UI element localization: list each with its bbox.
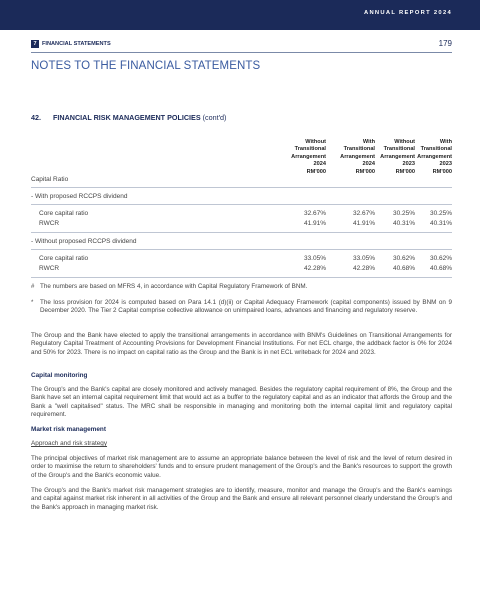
column-header-line: Without [394,139,415,145]
table-cell: 41.91% [352,220,375,227]
approach-strategy-subheading: Approach and risk strategy [31,440,108,447]
column-header-line: Arrangement [417,153,452,160]
note-number: 42. [31,113,41,122]
footnote-text: The numbers are based on MFRS 4, in accordance with Capital Regulatory Framework of BNM. [40,283,308,290]
column-header-year: 2024 [362,161,375,168]
table-cell: 40.31% [392,220,415,227]
table-row-label: Core capital ratio [39,255,89,262]
column-header-line: Arrangement [291,153,326,160]
column-header-unit: RM'000 [432,168,452,175]
column-header-line: Transitional [294,146,326,153]
table-row-label: RWCR [39,265,60,272]
market-risk-heading: Market risk management [31,426,106,433]
footnote-mark: # [31,284,35,290]
table-cell: 30.62% [429,255,452,262]
column-header-line: Transitional [343,146,375,153]
table-cell: 40.31% [429,220,452,227]
table-cell: 30.25% [429,210,452,217]
market-risk-paragraph-1: The principal objectives of market risk management are to assume an appropriate balance between the level of risk and the level of return desired in order to maximise the return to shareholders' funds and to ensure prudent management of the Group's and the Bank's resources to support the growth of the Group's and the Bank's economic value. [31,455,452,479]
table-cell: 33.05% [352,255,375,262]
column-header-year: 2023 [402,161,415,168]
transitional-paragraph: The Group and the Bank have elected to apply the transitional arrangements in accordance with BNM's Guidelines on Transitional Arrangements for Regulatory Capital Treatment of Accounting Provisions for Development Financial Institutions. For net ECL charge, the addback factor is 0% for 2024 and 50% for 2023. There is no impact on capital ratio as the Group and the Bank is in net ECL writeback for 2024 and 2023. [31,332,452,356]
capital-monitoring-paragraph: The Group's and the Bank's capital are closely monitored and actively managed. Besides the regulatory capital requirement of 8%, the Group and the Bank have set an internal capital requirement limit that would act as a buffer to the regulatory capital and as an indicator that affords the Group and the Bank a "well capitalised" status. The MRC shall be responsible in managing and monitoring both the internal capital limit and regulatory capital requirement. [31,386,452,418]
column-header-year: 2024 [313,161,326,168]
table-divider [31,204,452,205]
footnote-asterisk [31,299,452,316]
footnote-text: The loss provision for 2024 is computed based on Para 14.1 (d)(ii) or Capital Adequacy Framework (capital components) issued by BNM on 9 December 2020. The Tier 2 Capital comprise collective allowance on unimpaired loans, advances and financing and regulatory reserve. [40,299,452,315]
column-header-line: With [439,139,452,145]
table-cell: 32.67% [352,210,375,217]
table-cell: 33.05% [303,255,326,262]
market-risk-paragraph-2: The Group's and the Bank's market risk management strategies are to identify, measure, monitor and manage the Group's and the Bank's earnings and capital against market risk inherent in all activities of the Group and the Bank and ensure all relevant personnel clearly understand the Group's and the Bank's approach in managing market risk. [31,487,452,511]
column-header-year: 2023 [439,161,452,168]
table-cell: 30.62% [392,255,415,262]
capital-ratio-label: Capital Ratio [31,176,69,183]
column-header-line: Arrangement [340,153,375,160]
note-heading [31,113,226,122]
header-band [0,0,480,30]
table-row-label: RWCR [39,220,60,227]
table-cell: 42.28% [352,265,375,272]
footnote-hash [31,283,452,291]
group-with-label: - With proposed RCCPS dividend [31,193,128,200]
table-cell: 30.25% [392,210,415,217]
note-continued: (cont'd) [202,113,227,122]
table-cell: 32.67% [303,210,326,217]
table-cell: 41.91% [303,220,326,227]
note-title: FINANCIAL RISK MANAGEMENT POLICIES [53,113,201,122]
table-cell: 42.28% [303,265,326,272]
column-header-line: With [362,139,375,145]
column-header-unit: RM'000 [306,168,326,175]
page-title: NOTES TO THE FINANCIAL STATEMENTS [31,60,261,72]
column-header-line: Transitional [383,146,415,153]
column-header-line: Arrangement [380,153,415,160]
column-header-line: Without [305,139,326,145]
column-header-1 [270,139,326,176]
header-divider [31,52,452,53]
column-header-4 [396,139,452,176]
table-divider [31,249,452,250]
table-divider [31,277,452,278]
table-divider [31,187,452,188]
column-header-unit: RM'000 [355,168,375,175]
group-without-label: - Without proposed RCCPS dividend [31,238,137,245]
footnote-mark: * [31,300,34,306]
table-cell: 40.68% [392,265,415,272]
table-row-label: Core capital ratio [39,210,89,217]
annual-report-label: ANNUAL REPORT 2024 [363,10,452,16]
table-cell: 40.68% [429,265,452,272]
table-divider [31,232,452,233]
capital-monitoring-heading: Capital monitoring [31,372,88,379]
section-header [31,39,452,51]
page-number: 179 [438,39,452,48]
column-header-line: Transitional [420,146,452,153]
section-title: FINANCIAL STATEMENTS [42,41,111,47]
column-header-unit: RM'000 [395,168,415,175]
section-badge: 7 [31,40,39,48]
